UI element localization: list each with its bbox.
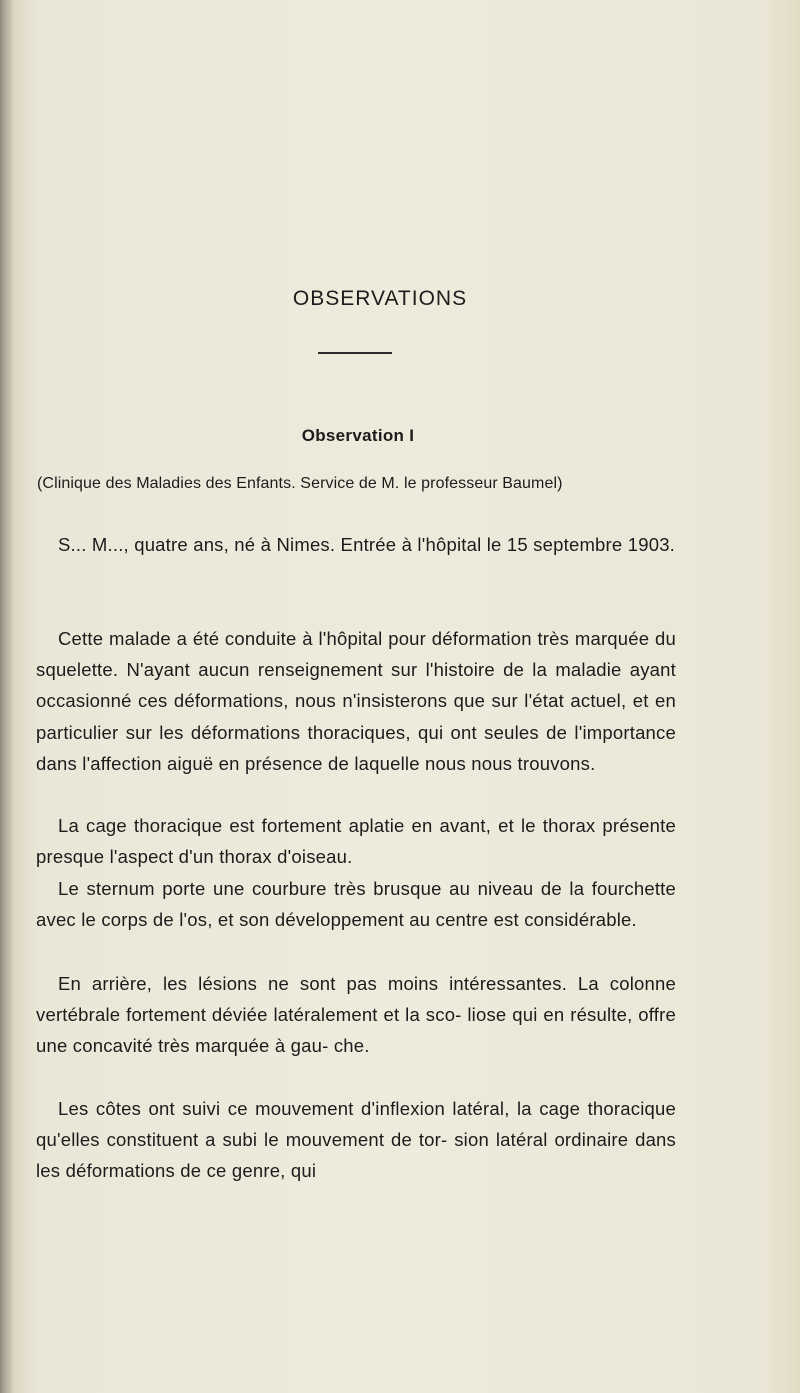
paragraph-5	[36, 968, 676, 1062]
paragraph-6	[36, 1093, 676, 1187]
paragraph-4	[36, 873, 676, 935]
observation-title: Observation I	[301, 426, 415, 445]
paragraph-1	[36, 529, 676, 560]
paragraph-text: Les côtes ont suivi ce mouvement d'inflexion latéral, la cage thoracique qu'elles constituent a subi le mouvement de tor- sion latéral ordinaire dans les déformations de ce genre, qui	[36, 1098, 676, 1182]
heading-divider	[318, 352, 392, 354]
clinic-line: (Clinique des Maladies des Enfants. Service de M. le professeur Baumel)	[37, 475, 563, 492]
paragraph-3	[36, 810, 676, 872]
paragraph-text: Cette malade a été conduite à l'hôpital pour déformation très marquée du squelette. N'ayant aucun renseignement sur l'histoire de la maladie ayant occasionné ces déformations, nous n'insisterons que sur l'état actuel, et en particulier sur les déformations thoraciques, qui ont seules de l'importance dans l'affection aiguë en présence de laquelle nous nous trouvons.	[36, 628, 676, 774]
paragraph-text: En arrière, les lésions ne sont pas moins intéressantes. La colonne vertébrale fortement déviée latéralement et la sco- liose qui en résulte, offre une concavité très marquée à gau- che.	[36, 973, 676, 1057]
section-heading: OBSERVATIONS	[292, 287, 468, 310]
paragraph-text: La cage thoracique est fortement aplatie en avant, et le thorax présente presque l'aspect d'un thorax d'oiseau.	[36, 815, 676, 868]
paragraph-text: S... M..., quatre ans, né à Nimes. Entrée à l'hôpital le 15 septembre 1903.	[58, 534, 676, 555]
paragraph-text: Le sternum porte une courbure très brusque au niveau de la fourchette avec le corps de l'os, et son développement au centre est considérable.	[36, 878, 676, 931]
page-binding-shadow	[0, 0, 14, 1393]
paragraph-2	[36, 623, 676, 779]
